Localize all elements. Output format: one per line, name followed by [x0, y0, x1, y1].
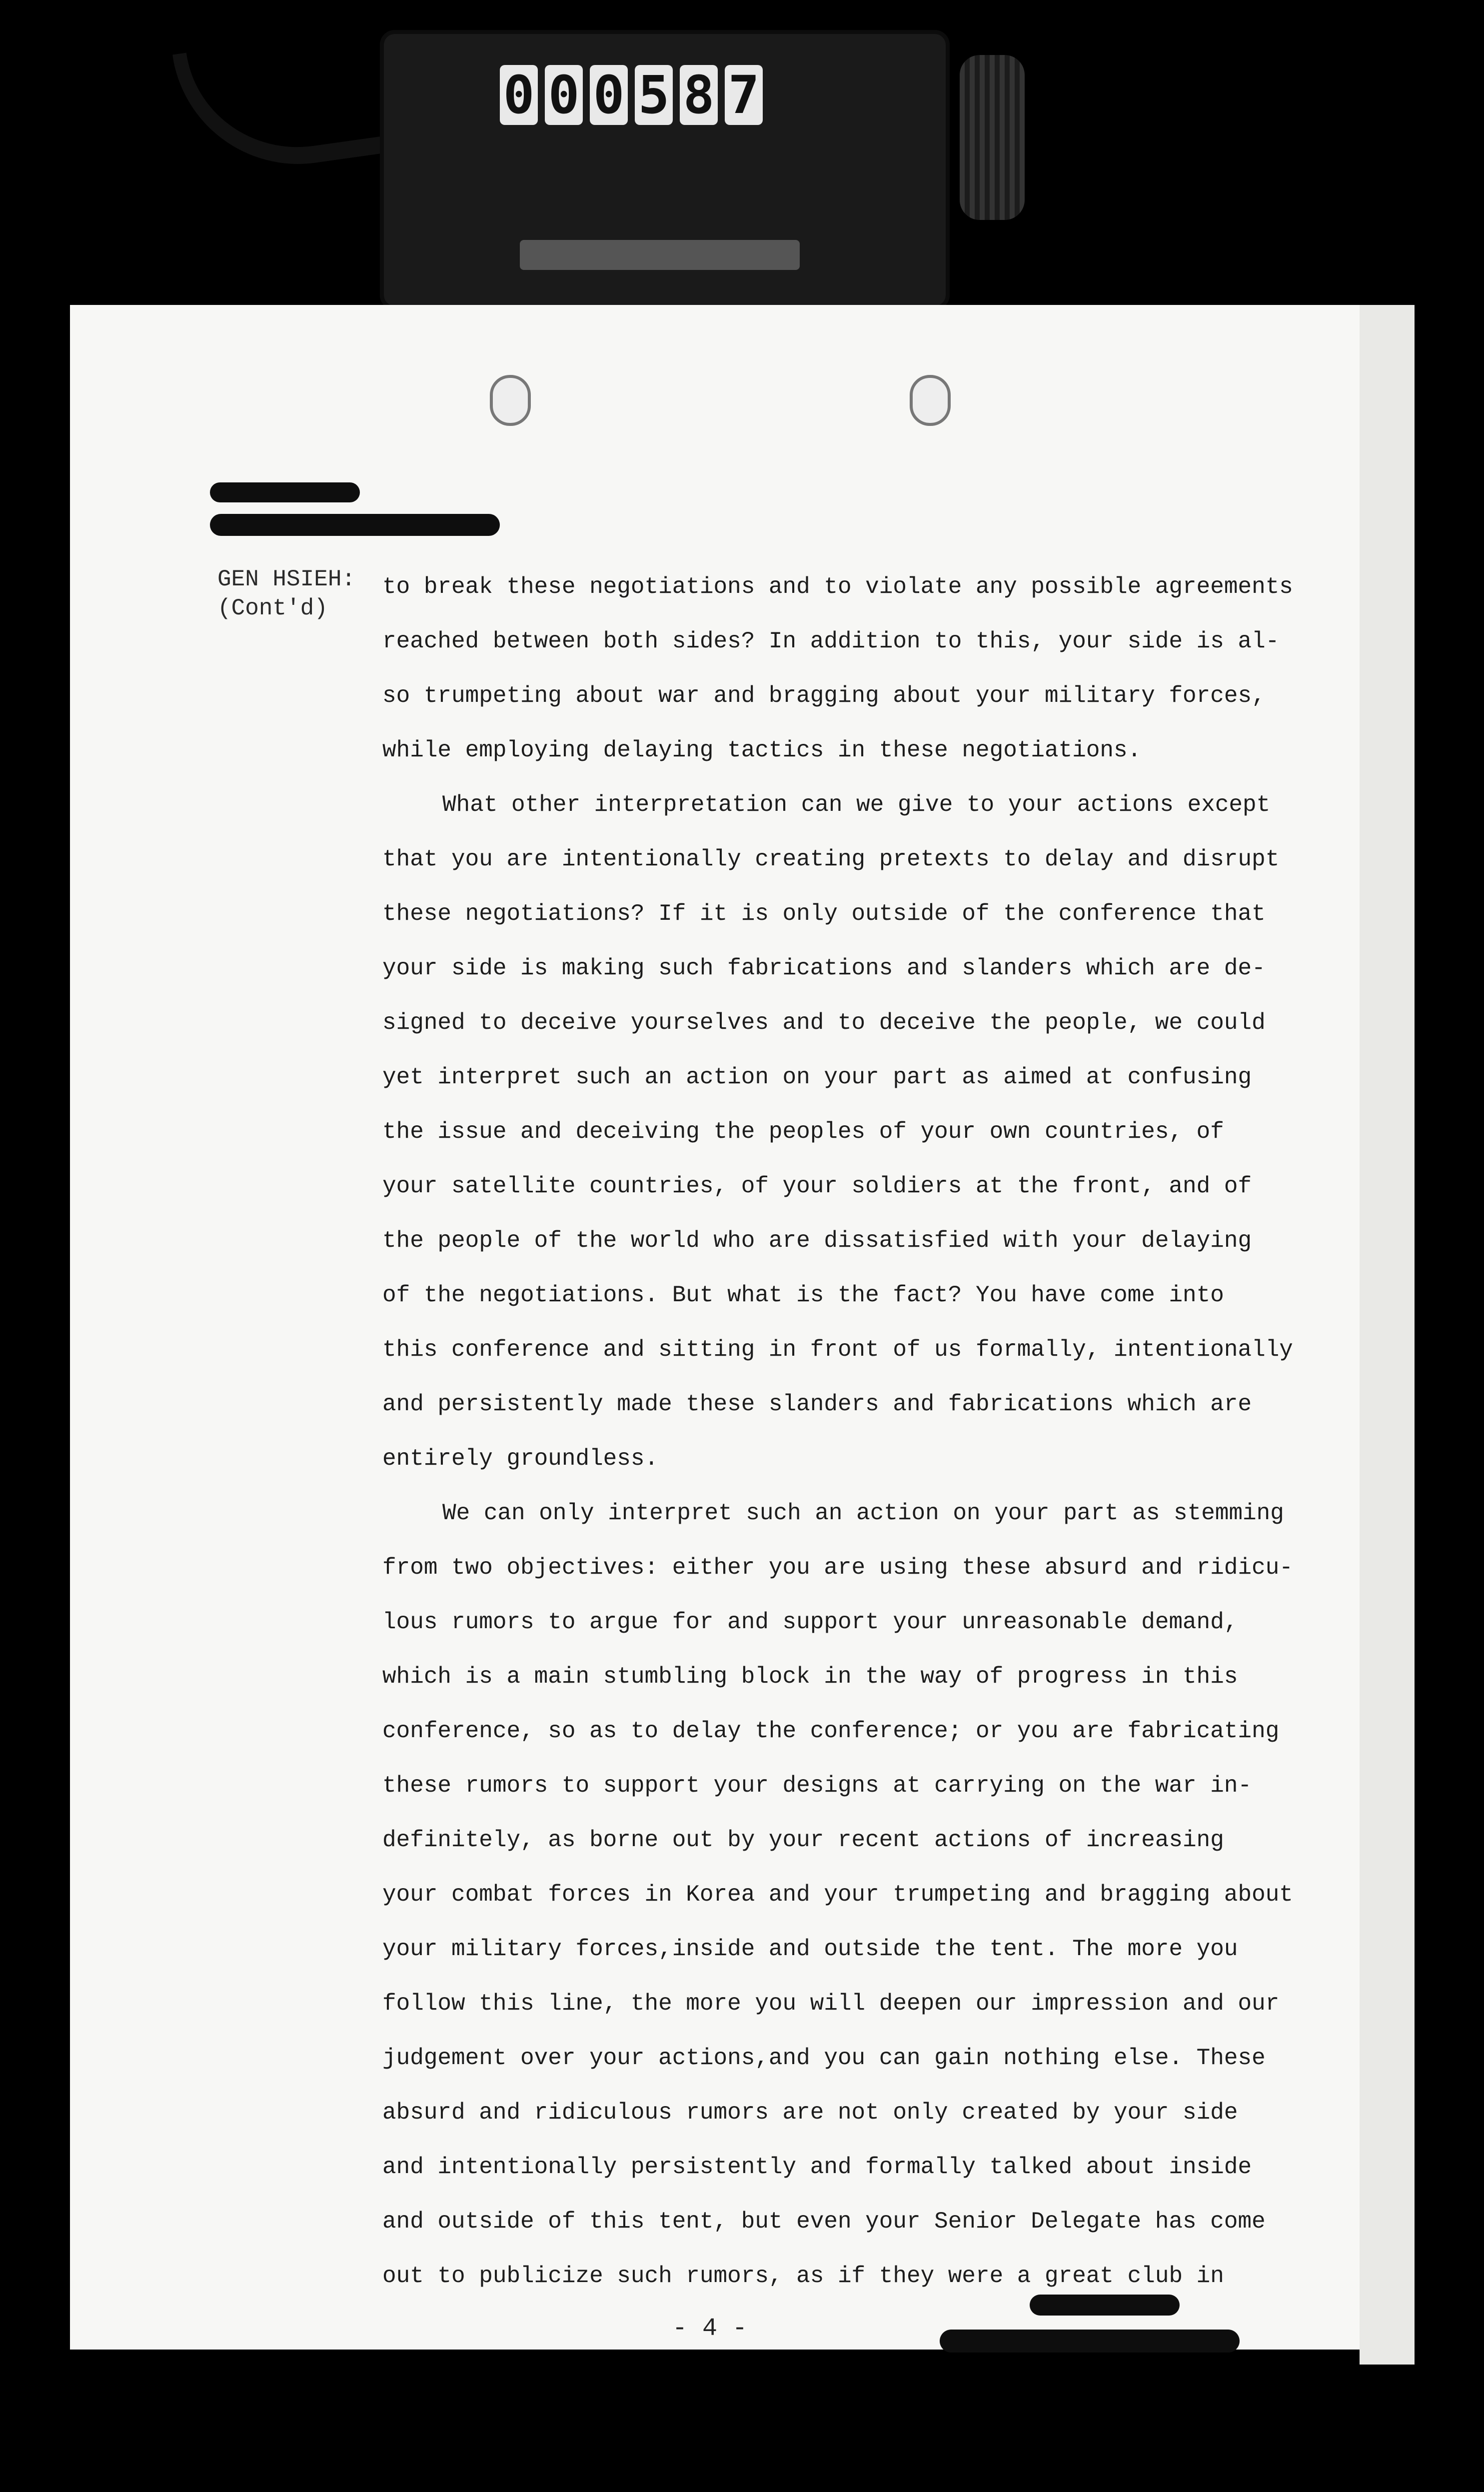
redaction-mark-top-1 — [210, 482, 360, 502]
text-line: your combat forces in Korea and your trumpeting and bragging about — [382, 1882, 1293, 1908]
counter-digit: 0 — [545, 65, 583, 125]
text-line: these negotiations? If it is only outside of the conference that — [382, 901, 1266, 927]
text-line: entirely groundless. — [382, 1446, 659, 1472]
text-line: to break these negotiations and to violate any possible agreements — [382, 574, 1293, 600]
text-line: and outside of this tent, but even your Senior Delegate has come — [382, 2209, 1266, 2235]
punch-hole-left — [490, 375, 531, 426]
text-line: while employing delaying tactics in these negotiations. — [382, 737, 1142, 763]
text-line: the people of the world who are dissatisfied with your delaying — [382, 1228, 1252, 1254]
text-line: absurd and ridiculous rumors are not only created by your side — [382, 2100, 1238, 2126]
counter-digit: 0 — [590, 65, 628, 125]
text-line: and intentionally persistently and formally talked about inside — [382, 2154, 1252, 2180]
text-line: this conference and sitting in front of us formally, intentionally — [382, 1337, 1293, 1363]
counter-digit: 0 — [500, 65, 538, 125]
text-line: your satellite countries, of your soldiers at the front, and of — [382, 1173, 1252, 1199]
text-line: reached between both sides? In addition to this, your side is al- — [382, 628, 1280, 654]
text-line: the issue and deceiving the peoples of your own countries, of — [382, 1119, 1224, 1145]
text-line: and persistently made these slanders and fabrications which are — [382, 1391, 1252, 1417]
counter-digit: 7 — [725, 65, 763, 125]
text-line: lous rumors to argue for and support your unreasonable demand, — [382, 1609, 1238, 1635]
text-line: from two objectives: either you are using these absurd and ridicu- — [382, 1555, 1293, 1581]
document-body — [382, 560, 1297, 2304]
text-line: judgement over your actions,and you can gain nothing else. These — [382, 2045, 1266, 2071]
text-line: out to publicize such rumors, as if they were a great club in — [382, 2263, 1224, 2289]
frame-counter — [500, 65, 763, 125]
text-line: so trumpeting about war and bragging about your military forces, — [382, 683, 1266, 709]
device-nameplate — [520, 240, 800, 270]
text-line: these rumors to support your designs at carrying on the war in- — [382, 1773, 1252, 1799]
redaction-mark-bottom-2 — [940, 2330, 1240, 2353]
punch-hole-right — [910, 375, 951, 426]
text-line: your side is making such fabrications and slanders which are de- — [382, 955, 1266, 981]
counter-digit: 5 — [635, 65, 673, 125]
text-line: your military forces,inside and outside the tent. The more you — [382, 1936, 1238, 1962]
text-line: conference, so as to delay the conference; or you are fabricating — [382, 1718, 1280, 1744]
counter-knob — [960, 55, 1025, 220]
text-line: that you are intentionally creating pretexts to delay and disrupt — [382, 846, 1280, 872]
text-line: We can only interpret such an action on your part as stemming — [442, 1500, 1284, 1526]
redaction-mark-top-2 — [210, 514, 500, 536]
speaker-label: GEN HSIEH: (Cont'd) — [217, 566, 356, 621]
text-line: yet interpret such an action on your part as aimed at confusing — [382, 1064, 1252, 1090]
text-line: What other interpretation can we give to your actions except — [442, 792, 1271, 818]
text-line: which is a main stumbling block in the way of progress in this — [382, 1664, 1238, 1690]
text-line: follow this line, the more you will deepen our impression and our — [382, 1991, 1280, 2017]
page-number: - 4 - — [672, 2315, 748, 2343]
paper-shadow — [1360, 305, 1415, 2365]
text-line: signed to deceive yourselves and to deceive the people, we could — [382, 1010, 1266, 1036]
counter-digit: 8 — [680, 65, 718, 125]
text-line: of the negotiations. But what is the fact? You have come into — [382, 1282, 1224, 1308]
text-line: definitely, as borne out by your recent actions of increasing — [382, 1827, 1224, 1853]
